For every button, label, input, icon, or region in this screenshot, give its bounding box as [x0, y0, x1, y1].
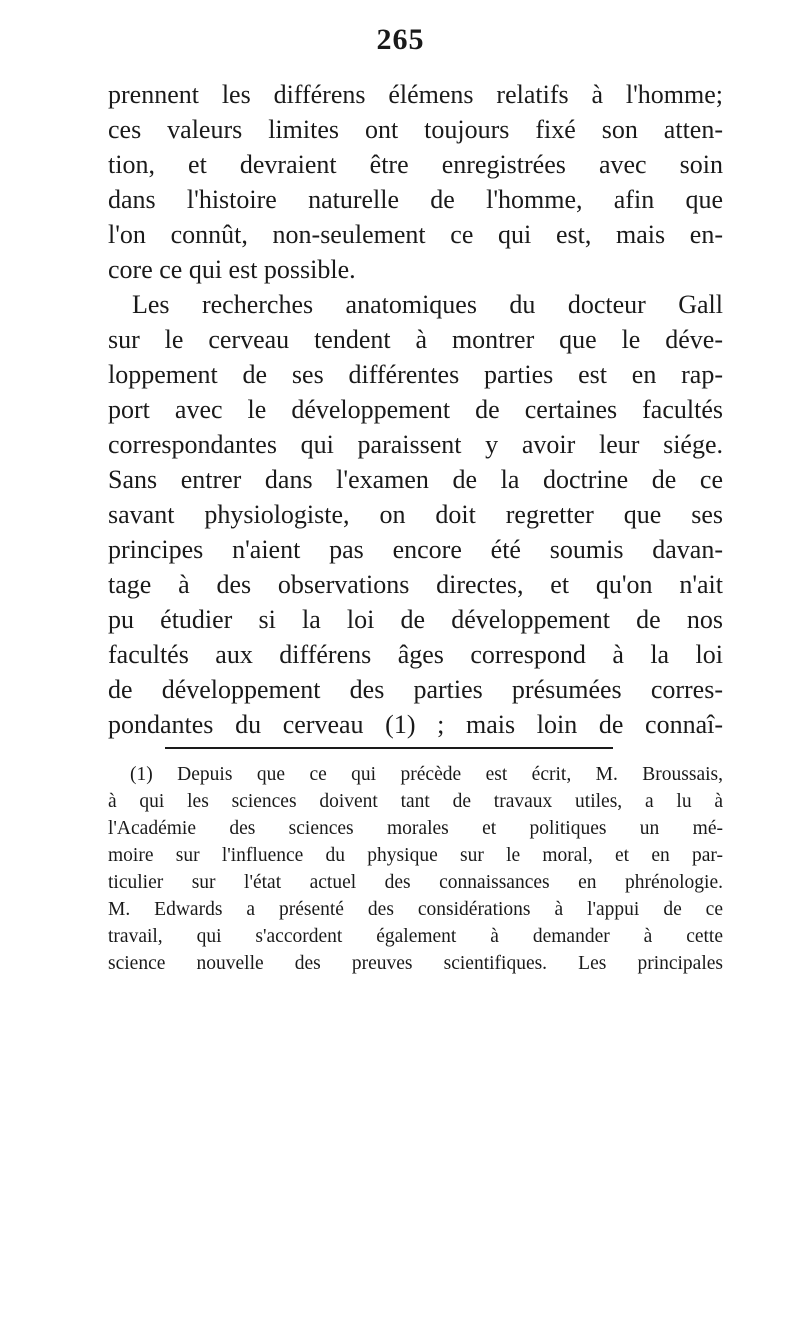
body-line: savant physiologiste, on doit regretter que ses	[108, 500, 723, 529]
body-line: pondantes du cerveau (1) ; mais loin de connaî-	[108, 710, 723, 739]
body-line: tion, et devraient être enregistrées avec soin	[108, 150, 723, 179]
body-line: dans l'histoire naturelle de l'homme, afin que	[108, 185, 723, 214]
body-line: loppement de ses différentes parties est en rap-	[108, 360, 723, 389]
footnote-line: travail, qui s'accordent également à demander à cette	[108, 926, 723, 947]
body-line: ces valeurs limites ont toujours fixé son atten-	[108, 115, 723, 144]
footnote-line: moire sur l'influence du physique sur le moral, et en par-	[108, 845, 723, 866]
footnote-line: l'Académie des sciences morales et politiques un mé-	[108, 818, 723, 839]
body-line: l'on connût, non-seulement ce qui est, mais en-	[108, 220, 723, 249]
footnote	[108, 761, 723, 977]
body-line: Les recherches anatomiques du docteur Gall	[132, 290, 723, 319]
footnote-line: ticulier sur l'état actuel des connaissances en phrénologie.	[108, 872, 723, 893]
body-line: sur le cerveau tendent à montrer que le déve-	[108, 325, 723, 354]
body-text	[108, 77, 723, 742]
body-line: pu étudier si la loi de développement de nos	[108, 605, 723, 634]
footnote-line: (1) Depuis que ce qui précède est écrit, M. Broussais,	[130, 764, 723, 785]
body-line: principes n'aient pas encore été soumis davan-	[108, 535, 723, 564]
body-line: facultés aux différens âges correspond à la loi	[108, 640, 723, 669]
page-number: 265	[376, 23, 425, 56]
body-line: tage à des observations directes, et qu'on n'ait	[108, 570, 723, 599]
footnote-line: science nouvelle des preuves scientifiques. Les principales	[108, 953, 723, 974]
body-line: correspondantes qui paraissent y avoir leur siége.	[108, 430, 723, 459]
body-line: de développement des parties présumées corres-	[108, 675, 723, 704]
body-line: prennent les différens élémens relatifs à l'homme;	[108, 80, 723, 109]
body-line: port avec le développement de certaines facultés	[108, 395, 723, 424]
body-line: core ce qui est possible.	[108, 255, 356, 284]
footnote-line: à qui les sciences doivent tant de travaux utiles, a lu à	[108, 791, 723, 812]
footnote-divider	[165, 747, 613, 749]
footnote-line: M. Edwards a présenté des considérations à l'appui de ce	[108, 899, 723, 920]
body-line: Sans entrer dans l'examen de la doctrine de ce	[108, 465, 723, 494]
